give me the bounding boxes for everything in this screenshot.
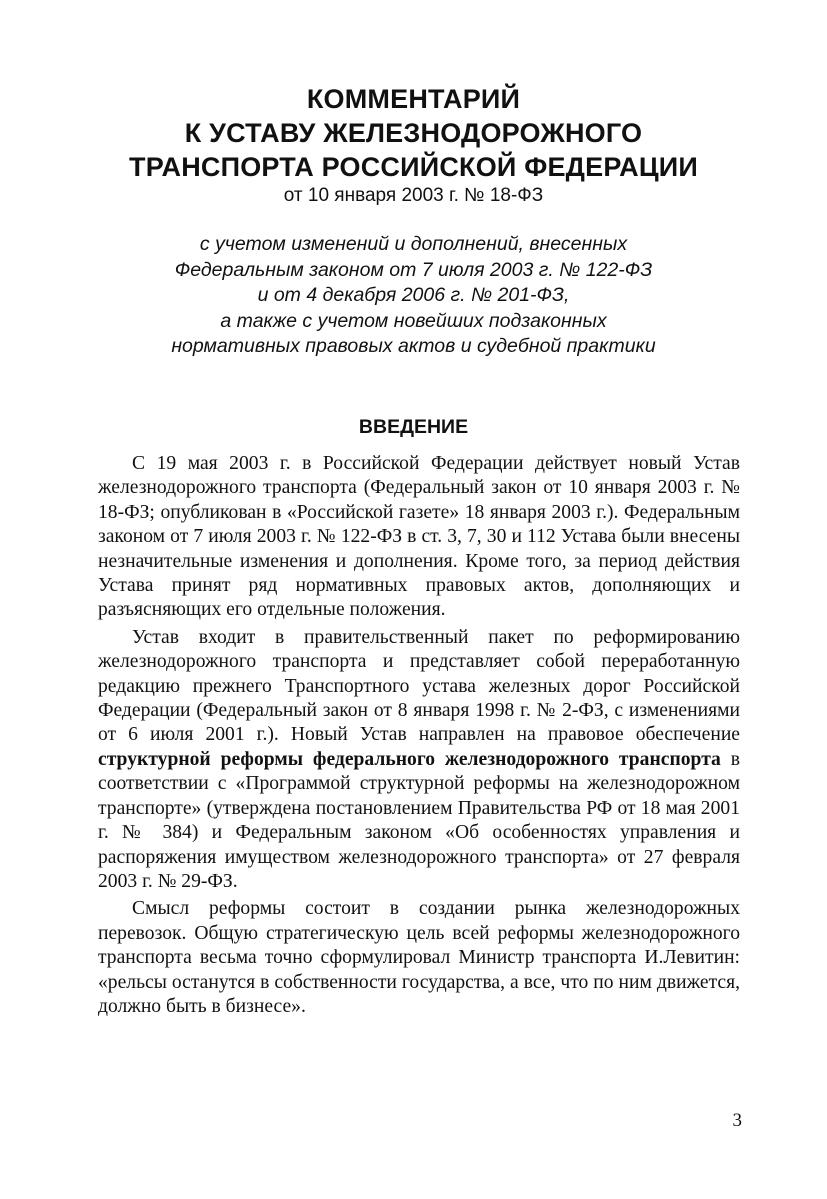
page-number: 3	[732, 1110, 742, 1131]
title-line-2: К УСТАВУ ЖЕЛЕЗНОДОРОЖНОГО	[184, 118, 643, 148]
document-title	[0, 82, 827, 208]
amendments-note	[0, 232, 827, 360]
title-line-3: ТРАНСПОРТА РОССИЙСКОЙ ФЕДЕРАЦИИ	[129, 152, 698, 182]
title-line-1: КОММЕНТАРИЙ	[306, 84, 521, 114]
paragraph-2-end: в соответствии с «Программой структурной реформы на железнодорожном транспорте» (утверждена постановлением Правительства РФ от 18 мая 2001 г. № 384) и Федеральным законом «Об особенностях управления и распоряжения имуществом железнодорожного транспорта» от 27 февраля 2003 г. № 29-ФЗ.	[98, 748, 740, 892]
section-heading: ВВЕДЕНИЕ	[358, 416, 469, 438]
paragraph-1: С 19 мая 2003 г. в Российской Федерации действует новый Устав железнодорожного транспорта (Федеральный закон от 10 января 2003 г. № 18-ФЗ; опубликован в «Российской газете» 18 января 2003 г.). Федеральным законом от 7 июля 2003 г. № 122-ФЗ в ст. 3, 7, 30 и 112 Устава были внесены незначительные изменения и дополнения. Кроме того, за период действия Устава принят ряд нормативных правовых актов, дополняющих и разъясняющих его отдельные положения.	[98, 453, 740, 621]
paragraph-2	[98, 626, 740, 894]
amendment-line-3: и от 4 декабря 2006 г. № 201-ФЗ,	[257, 284, 570, 306]
paragraph-2-start: Устав входит в правительственный пакет по реформированию железнодорожного транспорта и представляет собой переработанную редакцию прежнего Транспортного устава железных дорог Российской Федерации (Федеральный закон от 8 января 1998 г. № 2-ФЗ, с изменениями от 6 июля 2001 г.). Новый Устав направлен на правовое обеспечение	[98, 626, 740, 746]
amendment-line-2: Федеральным законом от 7 июля 2003 г. № 122-ФЗ	[174, 258, 653, 281]
amendment-line-5: нормативных правовых актов и судебной практики	[171, 335, 656, 357]
amendment-line-4: а также с учетом новейших подзаконных	[220, 309, 607, 332]
document-subtitle: от 10 января 2003 г. № 18-ФЗ	[283, 185, 544, 206]
amendment-line-1: с учетом изменений и дополнений, внесенных	[199, 233, 628, 255]
paragraph-2-emphasis: структурной реформы федерального железнодорожного транспорта	[98, 748, 721, 770]
body-text	[98, 452, 740, 1022]
paragraph-3: Смысл реформы состоит в создании рынка железнодорожных перевозок. Общую стратегическую цель всей реформы железнодорожного транспорта весьма точно сформулировал Министр транспорта И.Левитин: «рельсы останутся в собственности государства, а все, что по ним движется, должно быть в бизнесе».	[98, 898, 740, 1017]
